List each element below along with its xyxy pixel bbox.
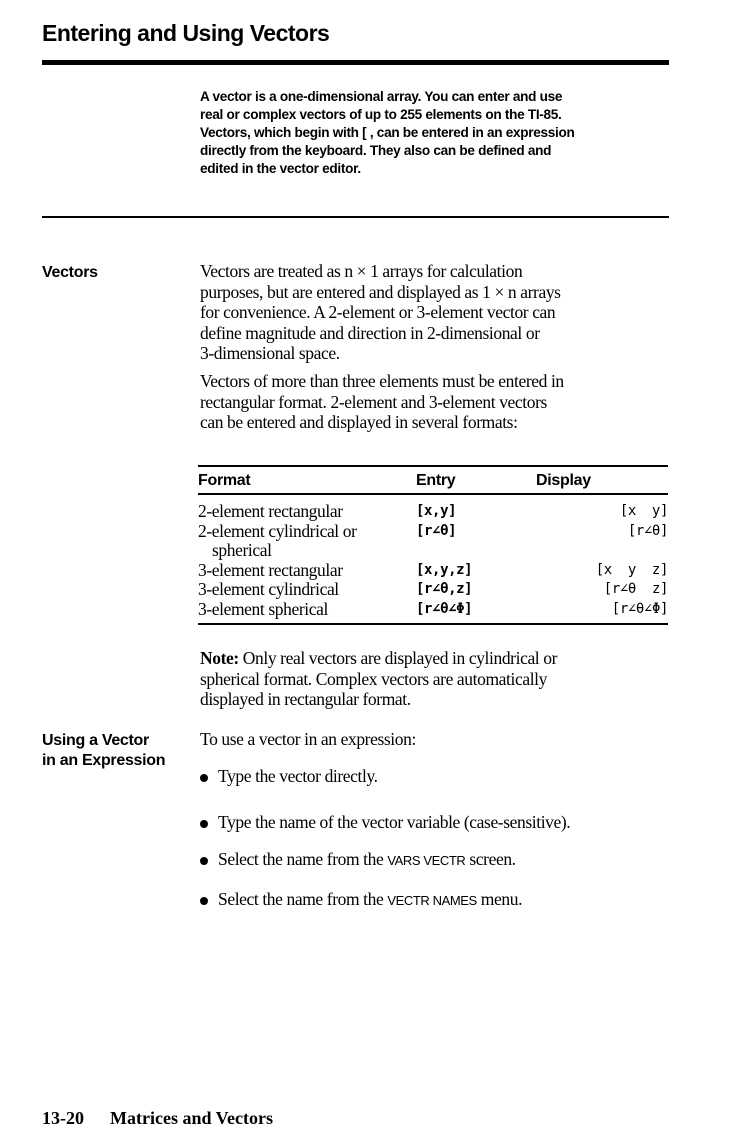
table-row [198, 522, 668, 542]
display-cell: [r∠θ] [627, 522, 668, 539]
title-rule [42, 60, 669, 65]
entry-cell: [r∠θ,z] [416, 581, 473, 597]
header-format: Format [198, 466, 416, 494]
entry-cell: [x,y,z] [416, 561, 473, 578]
page-number: 13-20 [42, 1108, 84, 1128]
bullet-text-end: screen. [465, 849, 516, 869]
bullet-text-end: menu. [476, 889, 523, 909]
bullet-item [200, 812, 570, 833]
intro-paragraph: A vector is a one-dimensional array. You can enter and use real or complex vectors of up to 255 elements on the TI-85. Vectors, which begin with [ , can be entered in an expression directly from the keyboard. They also can be defined and edited in the vector editor. [200, 89, 575, 176]
page-title: Entering and Using Vectors [42, 20, 330, 46]
section-label-vectors: Vectors [42, 264, 98, 281]
using-intro: To use a vector in an expression: [200, 729, 416, 749]
entry-cell: [x,y] [416, 503, 457, 519]
bullet-text: Select the name from the [218, 889, 388, 909]
display-cell [536, 541, 668, 561]
format-cell: 2-element cylindrical or [198, 520, 357, 541]
format-cell: 2-element rectangular [198, 501, 343, 521]
bullet-text: Select the name from the [218, 849, 388, 869]
display-cell: [r∠θ∠Φ] [611, 600, 668, 617]
section-rule [42, 216, 669, 218]
key-name: VECTR NAMES [387, 893, 477, 908]
vectors-paragraph-1: Vectors are treated as n × 1 arrays for calculation purposes, but are entered and displayed as 1 × n arrays for convenience. A 2-element or 3-element vector can define magnitude and direction in 2-dimensional or 3-dimensional space. [200, 261, 561, 363]
section-label-using-vector: Using a Vector in an Expression [42, 732, 166, 769]
bullet-text: Type the name of the vector variable (case-sensitive). [218, 812, 571, 832]
note-paragraph [200, 648, 670, 710]
bullet-text: Type the vector directly. [218, 766, 378, 786]
bullet-icon [200, 857, 208, 865]
table-row [198, 561, 668, 581]
chapter-title: Matrices and Vectors [110, 1108, 273, 1128]
header-entry: Entry [416, 466, 536, 494]
page-footer [42, 1108, 273, 1129]
entry-cell: [r∠θ∠Φ] [416, 600, 473, 617]
entry-cell [416, 541, 536, 561]
header-display: Display [536, 466, 668, 494]
format-cell: 3-element spherical [198, 598, 328, 619]
table-row [198, 600, 668, 625]
table-row [198, 580, 668, 600]
table-row [198, 494, 668, 522]
bullet-item [200, 766, 378, 787]
note-label: Note: [200, 648, 239, 668]
format-cell: spherical [212, 540, 272, 560]
bullet-icon [200, 774, 208, 782]
bullet-item [200, 889, 522, 910]
format-cell: 3-element cylindrical [198, 579, 339, 599]
note-text: Only real vectors are displayed in cylindrical or spherical format. Complex vectors are automatically displayed in rectangular format. [200, 648, 558, 709]
format-cell: 3-element rectangular [198, 559, 343, 580]
key-name: VARS VECTR [387, 853, 466, 868]
bullet-item [200, 849, 516, 870]
display-cell: [x y z] [595, 561, 668, 578]
vectors-paragraph-2: Vectors of more than three elements must be entered in rectangular format. 2-element and 3-element vectors can be entered and displayed in several formats: [200, 371, 564, 432]
entry-cell: [r∠θ] [416, 522, 457, 539]
vector-formats-table [198, 465, 668, 625]
bullet-icon [200, 897, 208, 905]
display-cell: [x y] [619, 503, 668, 519]
bullet-icon [200, 820, 208, 828]
display-cell: [r∠θ z] [603, 581, 668, 597]
table-row [198, 541, 668, 561]
